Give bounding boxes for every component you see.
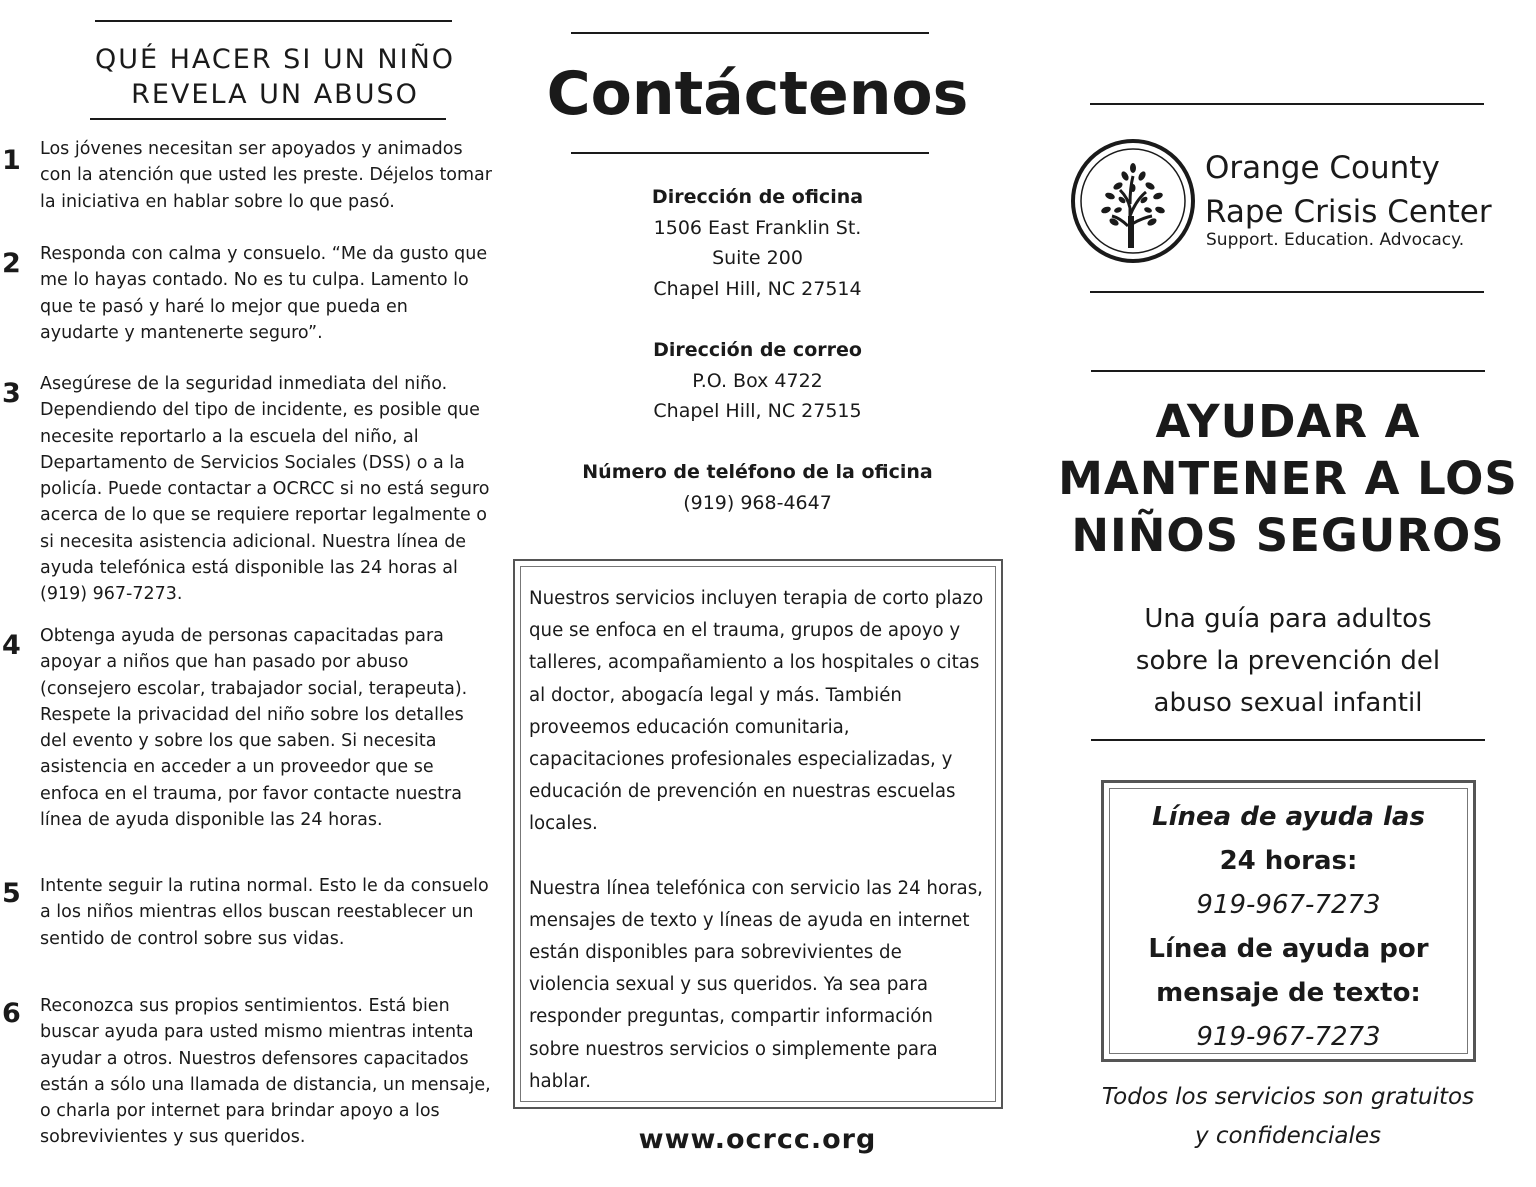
step-text: Asegúrese de la seguridad inmediata del niño. Dependiendo del tipo de incidente, es posible que necesite reportarlo a la escuela del niño, al Departamento de Servicios Sociales (DSS) o a la policía. Puede contactar a OCRCC si no está seguro acerca de lo que se requiere reportar legalmente o si necesita asistencia adicional. Nuestra línea de ayuda telefónica está disponible las 24 horas al (919) 967-7273. xyxy=(40,374,490,605)
divider xyxy=(95,20,452,22)
tree-logo-icon xyxy=(1070,138,1196,264)
left-panel xyxy=(0,0,500,1187)
org-tagline: Support. Education. Advocacy. xyxy=(1206,230,1465,250)
org-name-line-2: Rape Crisis Center xyxy=(1205,194,1492,230)
subtitle-line-1: Una guía para adultos xyxy=(1144,604,1432,634)
office-address-line: 1506 East Franklin St. xyxy=(653,216,862,239)
services-box-inner xyxy=(520,566,996,1102)
hotline-box-inner xyxy=(1109,788,1468,1054)
step-number: 1 xyxy=(2,145,21,176)
middle-panel xyxy=(505,0,1010,1187)
divider xyxy=(1090,291,1484,293)
office-address-line: Chapel Hill, NC 27514 xyxy=(653,277,862,300)
left-title-line-1: QUÉ HACER SI UN NIÑO xyxy=(94,44,456,75)
office-phone-label: Número de teléfono de la oficina xyxy=(582,461,933,483)
office-address xyxy=(505,182,1010,304)
step-number: 3 xyxy=(2,378,21,409)
footer-line-1: Todos los servicios son gratuitos xyxy=(1101,1084,1475,1110)
brochure-subtitle xyxy=(1040,598,1536,724)
hotline-number[interactable]: 919-967-7273 xyxy=(1196,890,1381,920)
step-text: Responda con calma y consuelo. “Me da gusto que me lo hayas contado. No es tu culpa. Lamento lo que te pasó y haré lo mejor que pueda en ayudarte y mantenerte seguro”. xyxy=(40,244,488,343)
divider xyxy=(571,152,929,154)
hotline-box xyxy=(1101,780,1476,1062)
office-phone xyxy=(505,457,1010,518)
subtitle-line-2: sobre la prevención del xyxy=(1135,646,1441,676)
left-title-line-2: REVELA UN ABUSO xyxy=(131,79,419,110)
brochure-title xyxy=(1040,393,1536,564)
text-line-label-line-1: Línea de ayuda por xyxy=(1148,934,1429,964)
divider xyxy=(1091,739,1485,741)
mailing-address-line: P.O. Box 4722 xyxy=(692,369,823,392)
footer-line-2: y confidenciales xyxy=(1194,1123,1382,1149)
brochure-title-line-3: NIÑOS SEGUROS xyxy=(1071,509,1505,562)
step-text: Los jóvenes necesitan ser apoyados y animados con la atención que usted les preste. Déjelos tomar la iniciativa en hablar sobre lo que pasó. xyxy=(40,139,492,212)
brochure-title-line-2: MANTENER A LOS xyxy=(1058,452,1518,505)
step-text: Intente seguir la rutina normal. Esto le da consuelo a los niños mientras ellos buscan reestablecer un sentido de control sobre sus vidas. xyxy=(40,876,489,949)
hotline-label-line-1: Línea de ayuda las xyxy=(1152,802,1425,832)
step-number: 6 xyxy=(2,998,21,1029)
mailing-address-label: Dirección de correo xyxy=(653,339,862,361)
mailing-address xyxy=(505,335,1010,427)
hotline-paragraph: Nuestra línea telefónica con servicio las 24 horas, mensajes de texto y líneas de ayuda en internet están disponibles para sobrevivientes de violencia sexual y sus queridos. Ya sea para responder preguntas, compartir información sobre nuestros servicios o simplemente para hablar. xyxy=(529,877,983,1092)
mailing-address-line: Chapel Hill, NC 27515 xyxy=(653,400,862,422)
org-name-line-1: Orange County xyxy=(1205,150,1440,186)
free-confidential-note xyxy=(1040,1078,1536,1156)
office-phone-number[interactable]: (919) 968-4647 xyxy=(683,491,832,514)
divider xyxy=(90,118,446,120)
divider xyxy=(571,32,929,34)
contact-title: Contáctenos xyxy=(546,59,969,129)
office-address-label: Dirección de oficina xyxy=(651,186,864,208)
left-panel-title xyxy=(60,42,490,112)
services-paragraph: Nuestros servicios incluyen terapia de corto plazo que se enfoca en el trauma, grupos de apoyo y talleres, acompañamiento a los hospitales o citas al doctor, abogacía legal y más. También proveemos educación comunitaria, capacitaciones profesionales especializadas, y educación de prevención en nuestras escuelas locales. xyxy=(529,588,984,835)
divider xyxy=(1091,370,1485,372)
office-address-line: Suite 200 xyxy=(712,247,803,269)
divider xyxy=(1090,103,1484,105)
text-line-label-line-2: mensaje de texto: xyxy=(1156,978,1421,1008)
brochure-title-line-1: AYUDAR A xyxy=(1155,395,1421,448)
services-box xyxy=(513,559,1003,1109)
text-line-number[interactable]: 919-967-7273 xyxy=(1196,1022,1381,1052)
hotline-label-line-2: 24 horas: xyxy=(1219,846,1358,876)
step-text: Obtenga ayuda de personas capacitadas para apoyar a niños que han pasado por abuso (consejero escolar, trabajador social, terapeuta). Respete la privacidad del niño sobre los detalles del evento y sobre los que saben. Si necesita asistencia en acceder a un proveedor que se enfoca en el trauma, por favor contacte nuestra línea de ayuda disponible las 24 horas. xyxy=(40,626,468,831)
step-text: Reconozca sus propios sentimientos. Está bien buscar ayuda para usted mismo mientras intenta ayudar a otros. Nuestros defensores capacitados están a sólo una llamada de distancia, un mensaje, o charla por internet para brindar apoyo a los sobrevivientes y sus queridos. xyxy=(40,996,491,1148)
website-link[interactable]: www.ocrcc.org xyxy=(638,1124,877,1155)
step-number: 5 xyxy=(2,878,21,909)
step-number: 4 xyxy=(2,630,21,661)
right-panel xyxy=(1040,0,1536,1187)
subtitle-line-3: abuso sexual infantil xyxy=(1153,688,1423,718)
step-number: 2 xyxy=(2,248,21,279)
org-name xyxy=(1205,146,1492,234)
